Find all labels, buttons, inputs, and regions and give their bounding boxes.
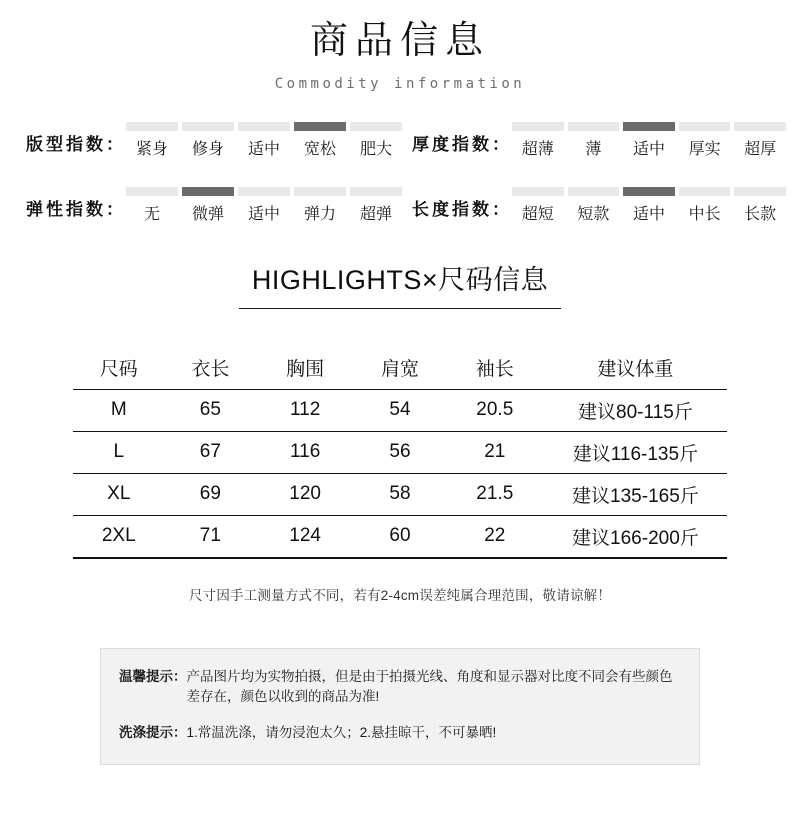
cell-bust: 120 xyxy=(256,473,354,515)
cell-size: L xyxy=(73,431,165,473)
size-table-body xyxy=(73,389,727,558)
meter-fit-index xyxy=(18,122,402,159)
meter-bar-track-thickness xyxy=(512,122,786,131)
meter-bar-segment xyxy=(679,187,731,196)
meter-bar-segment-active xyxy=(294,122,346,131)
meter-bar-segment xyxy=(238,187,290,196)
meter-option-label: 适中 xyxy=(632,140,665,158)
meter-option-label: 薄 xyxy=(585,140,602,158)
meter-option-label: 适中 xyxy=(632,205,665,223)
meter-label-thickness: 厚度指数： xyxy=(412,134,512,154)
meter-option-label: 超弹 xyxy=(359,205,392,223)
meter-option-label: 短款 xyxy=(577,205,610,223)
table-row xyxy=(73,389,727,431)
meter-option-labels-fit xyxy=(126,136,402,159)
meter-bar-segment xyxy=(512,122,564,131)
page-title: 商品信息 xyxy=(309,20,490,62)
meter-body-thickness xyxy=(512,122,786,159)
meter-option-label: 中长 xyxy=(688,205,721,223)
cell-length: 71 xyxy=(165,515,257,558)
size-table xyxy=(73,347,727,559)
meter-bar-segment-active xyxy=(623,187,675,196)
table-row xyxy=(73,515,727,558)
cell-shoulder: 58 xyxy=(354,473,446,515)
meter-option-label: 弹力 xyxy=(303,205,336,223)
meter-label-elasticity: 弹性指数： xyxy=(26,199,126,219)
cell-sleeve: 22 xyxy=(446,515,544,558)
cell-size: XL xyxy=(73,473,165,515)
meter-option-label: 适中 xyxy=(247,140,280,158)
meter-bar-segment xyxy=(734,122,786,131)
meter-row-1 xyxy=(18,122,786,159)
meter-option-label: 长款 xyxy=(744,205,777,223)
cell-length: 65 xyxy=(165,389,257,431)
meter-bar-segment xyxy=(294,187,346,196)
measurement-disclaimer: 尺寸因手工测量方式不同，若有2-4cm误差纯属合理范围，敬请谅解！ xyxy=(188,587,612,603)
notice-wash-label: 洗涤提示： xyxy=(119,725,187,741)
meter-bar-segment xyxy=(734,187,786,196)
notice-wash-line xyxy=(119,723,685,744)
meter-bar-segment xyxy=(512,187,564,196)
column-header-length: 衣长 xyxy=(165,347,257,390)
meter-option-label: 宽松 xyxy=(303,140,336,158)
meter-option-label: 超厚 xyxy=(744,140,777,158)
cell-bust: 112 xyxy=(256,389,354,431)
meter-bar-segment xyxy=(568,122,620,131)
cell-weight: 建议80-115斤 xyxy=(544,389,727,431)
index-meters-section xyxy=(0,122,800,224)
section-divider xyxy=(239,308,561,309)
meter-bar-segment xyxy=(126,122,178,131)
meter-option-labels-length xyxy=(512,201,786,224)
cell-size: 2XL xyxy=(73,515,165,558)
notice-box xyxy=(100,648,700,766)
cell-weight: 建议135-165斤 xyxy=(544,473,727,515)
column-header-shoulder: 肩宽 xyxy=(354,347,446,390)
cell-sleeve: 21.5 xyxy=(446,473,544,515)
meter-bar-segment xyxy=(126,187,178,196)
meter-elasticity-index xyxy=(18,187,402,224)
column-header-size: 尺码 xyxy=(73,347,165,390)
size-table-header-row xyxy=(73,347,727,390)
column-header-bust: 胸围 xyxy=(256,347,354,390)
cell-bust: 116 xyxy=(256,431,354,473)
notice-tip-label: 温馨提示： xyxy=(119,668,187,684)
meter-option-label: 修身 xyxy=(191,140,224,158)
meter-label-fit: 版型指数： xyxy=(26,134,126,154)
meter-bar-segment-active xyxy=(623,122,675,131)
column-header-weight: 建议体重 xyxy=(544,347,727,390)
meter-body-fit xyxy=(126,122,402,159)
cell-length: 69 xyxy=(165,473,257,515)
meter-bar-segment xyxy=(182,122,234,131)
meter-option-label: 厚实 xyxy=(688,140,721,158)
size-table-container xyxy=(73,347,727,559)
cell-length: 67 xyxy=(165,431,257,473)
notice-spacer xyxy=(119,708,685,723)
cell-sleeve: 20.5 xyxy=(446,389,544,431)
meter-thickness-index xyxy=(402,122,786,159)
table-row xyxy=(73,431,727,473)
meter-bar-track-fit xyxy=(126,122,402,131)
column-header-sleeve: 袖长 xyxy=(446,347,544,390)
meter-option-labels-elasticity xyxy=(126,201,402,224)
page-subtitle: Commodity information xyxy=(274,75,526,92)
page-header xyxy=(0,0,800,92)
meter-bar-track-length xyxy=(512,187,786,196)
cell-shoulder: 60 xyxy=(354,515,446,558)
table-row xyxy=(73,473,727,515)
cell-weight: 建议166-200斤 xyxy=(544,515,727,558)
meter-option-label: 无 xyxy=(143,205,160,223)
meter-row-2 xyxy=(18,187,786,224)
meter-option-label: 超薄 xyxy=(521,140,554,158)
meter-bar-segment xyxy=(350,122,402,131)
meter-option-label: 肥大 xyxy=(359,140,392,158)
meter-bar-segment xyxy=(238,122,290,131)
size-section-heading-text: HIGHLIGHTS×尺码信息 xyxy=(251,264,549,295)
cell-bust: 124 xyxy=(256,515,354,558)
meter-option-label: 紧身 xyxy=(135,140,168,158)
meter-option-labels-thickness xyxy=(512,136,786,159)
cell-weight: 建议116-135斤 xyxy=(544,431,727,473)
cell-shoulder: 56 xyxy=(354,431,446,473)
meter-bar-segment xyxy=(679,122,731,131)
notice-tip-line xyxy=(119,667,685,709)
meter-body-length xyxy=(512,187,786,224)
meter-body-elasticity xyxy=(126,187,402,224)
cell-shoulder: 54 xyxy=(354,389,446,431)
meter-bar-track-elasticity xyxy=(126,187,402,196)
notice-tip-text: 产品图片均为实物拍摄，但是由于拍摄光线、角度和显示器对比度不同会有些颜色差存在，颜色以收到的商品为准! xyxy=(186,668,673,705)
meter-bar-segment xyxy=(350,187,402,196)
notice-wash-text: 1.常温洗涤，请勿浸泡太久；2.悬挂晾干，不可暴晒! xyxy=(186,725,497,741)
meter-length-index xyxy=(402,187,786,224)
meter-bar-segment-active xyxy=(182,187,234,196)
cell-sleeve: 21 xyxy=(446,431,544,473)
cell-size: M xyxy=(73,389,165,431)
meter-option-label: 适中 xyxy=(247,205,280,223)
meter-option-label: 微弹 xyxy=(191,205,224,223)
meter-bar-segment xyxy=(568,187,620,196)
size-section-heading xyxy=(0,258,800,309)
meter-label-length: 长度指数： xyxy=(412,199,512,219)
size-table-head xyxy=(73,347,727,390)
meter-option-label: 超短 xyxy=(521,205,554,223)
